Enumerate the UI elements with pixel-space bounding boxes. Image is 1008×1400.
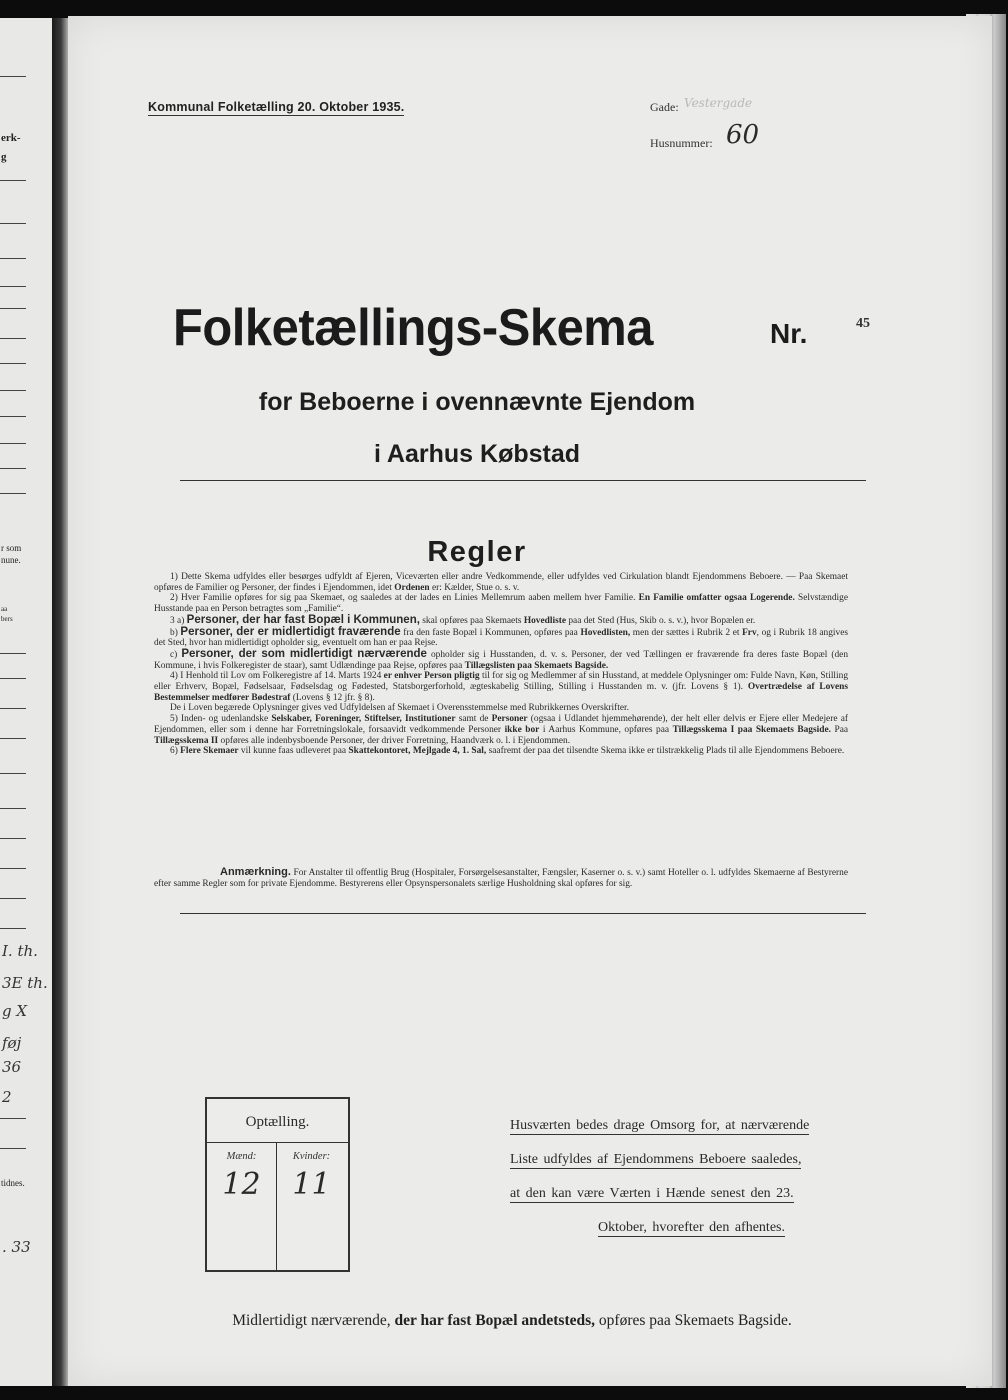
left-fragment: bers [1, 615, 13, 623]
women-label: Kvinder: [292, 1151, 331, 1162]
rule-4: 4) I Henhold til Lov om Folkeregistre af 14. Marts 1924 er enhver Person pligtig til for sig og Medlemmer af sin Husstand, at meddele Oplysninger om: Fulde Navn, Køn, Stilling eller Erhverv, Bopæl, Fødselsaar, Fødselsdag og Fødested, Statsborgerforhold, ægteskabelig Stilling, Stilling i Husstanden m. v. (jfr. Lovens § 1). Overtrædelse af Lovens Bestemmelser medfører Bødestraf (Lovens § 12 jfr. § 8). [154, 671, 849, 703]
rules-text [154, 572, 848, 757]
rule-3b: b) Personer, der er midlertidigt fraværende fra den faste Bopæl i Kommunen, opføres paa Hovedlisten, men der sættes i Rubrik 2 et Frv, og i Rubrik 18 angives det Sted, hvor han midlertidigt opholder sig, eventuelt om han er paa Rejse. [154, 625, 849, 649]
count-box [205, 1097, 350, 1272]
count-title: Optælling. [245, 1114, 310, 1130]
form-subtitle: for Beboerne i ovennævnte Ejendom [258, 388, 696, 416]
remark-text: Anmærkning. For Anstalter til offentlig Brug (Hospitaler, Forsørgelsesanstalter, Fængsler, Kaserner o. s. v.) samt Hoteller o. l. udfyldes Skemaerne af Bestyrerne efter samme Regler som for private Ejendomme. Bestyrerens eller Opsynspersonalets særlige Husholdning skal opføres for sig. [154, 866, 848, 889]
women-count: 11 [292, 1167, 331, 1202]
census-header: Kommunal Folketælling 20. Oktober 1935. [148, 100, 405, 114]
house-number-value: 60 [726, 120, 760, 150]
left-handwriting: 36 [2, 1058, 22, 1076]
instruction-line: Oktober, hvorefter den afhentes. [598, 1220, 785, 1235]
count-column-divider [276, 1143, 277, 1270]
left-fragment: r som [1, 543, 22, 553]
rule-1: 1) Dette Skema udfyldes eller besørges udfyldt af Ejeren, Viceværten eller andre Vedkommende, eller udfyldes ved Cirkulation blandt Ejendommens Beboere. — Paa Skemaet opføres de Familier og Personer, der findes i Ejendommen, idet Ordenen er: Kælder, Stue o. s. v. [154, 572, 848, 593]
left-handwriting: føj [2, 1034, 22, 1052]
form-title: Folketællings-Skema [173, 299, 654, 357]
form-number-label: Nr. [770, 318, 808, 349]
rule-3c: c) Personer, der som midlertidigt nærværende opholder sig i Husstanden, d. v. s. Personer, der ved Tællingen er fraværende fra deres faste Bopæl (den Kommune, i hvis Folkeregister de staar), samt Udlændinge paa Rejse, opføres paa Tillægslisten paa Skemaets Bagside. [154, 647, 849, 671]
rule-3a: 3 a) Personer, der har fast Bopæl i Kommunen, skal opføres paa Skemaets Hovedliste paa det Sted (Hus, Skib o. s. v.), hvor Bopælen er. [170, 613, 756, 626]
men-label: Mænd: [226, 1151, 257, 1162]
form-number-value: 45 [856, 316, 870, 331]
left-fragment: nune. [1, 555, 21, 565]
instruction-line: Husværten bedes drage Omsorg for, at nærværende [510, 1118, 810, 1133]
form-subtitle-city: i Aarhus Købstad [373, 440, 581, 468]
rule-6: 6) Flere Skemaer vil kunne faas udleveret paa Skattekontoret, Mejlgade 4, 1. Sal, saafremt der paa det tilsendte Skema ikke er tilstrækkelig Plads til alle Ejendommens Beboere. [170, 746, 845, 757]
left-fragment: tidnes. [1, 1178, 25, 1188]
census-form-page [68, 16, 992, 1386]
divider [180, 480, 866, 481]
rule-5: 5) Inden- og udenlandske Selskaber, Foreninger, Stiftelser, Institutioner samt de Personer (ogsaa i Udlandet hjemmehørende), der helt eller delvis er Ejere eller Medejere af Ejendommen, eller som i denne har Forretningslokale, forsaavidt vedkommende Personer ikke bor i Aarhus Kommune, opføres paa Tillægsskema I paa Skemaets Bagside. Paa Tillægsskema II opføres alle indenbysboende Personer, der driver Forretning, Haandværk o. l. i Ejendommen. [154, 714, 849, 746]
previous-page-edge [0, 18, 53, 1386]
divider [180, 913, 866, 914]
left-fragment: g [1, 151, 7, 163]
left-handwriting: I. th. [2, 942, 38, 960]
instruction-line: Liste udfyldes af Ejendommens Beboere saaledes, [510, 1152, 802, 1167]
left-handwriting: 2 [2, 1088, 12, 1106]
left-handwriting: 3E th. [2, 974, 48, 992]
left-handwriting: g X [2, 1002, 28, 1020]
rule-4-note: De i Loven begærede Oplysninger gives ved Udfyldelsen af Skemaet i Overensstemmelse med Rubrikkernes Overskrifter. [170, 703, 629, 714]
count-divider [207, 1142, 348, 1143]
left-handwriting: . 33 [2, 1238, 31, 1256]
house-number-label: Husnummer: [650, 136, 713, 150]
street-label: Gade: [650, 100, 679, 114]
street-value: Vestergade [684, 96, 753, 110]
rules-heading: Regler [427, 536, 527, 568]
rule-2: 2) Hver Familie opføres for sig paa Skemaet, og saaledes at der lades en Linies Mellemrum aaben mellem hver Familie. En Familie omfatter ogsaa Logerende. Selvstændige Husstande paa en Person betragtes som „Familie“. [154, 593, 848, 615]
footer-note: Midlertidigt nærværende, der har fast Bopæl andetsteds, opføres paa Skemaets Bagside. [232, 1312, 792, 1329]
instruction-line: at den kan være Værten i Hænde senest den 23. [510, 1186, 794, 1201]
men-count: 12 [222, 1167, 261, 1202]
remark-label: Anmærkning. [220, 866, 291, 878]
left-fragment: erk- [1, 132, 21, 144]
left-fragment: aa [1, 605, 8, 613]
